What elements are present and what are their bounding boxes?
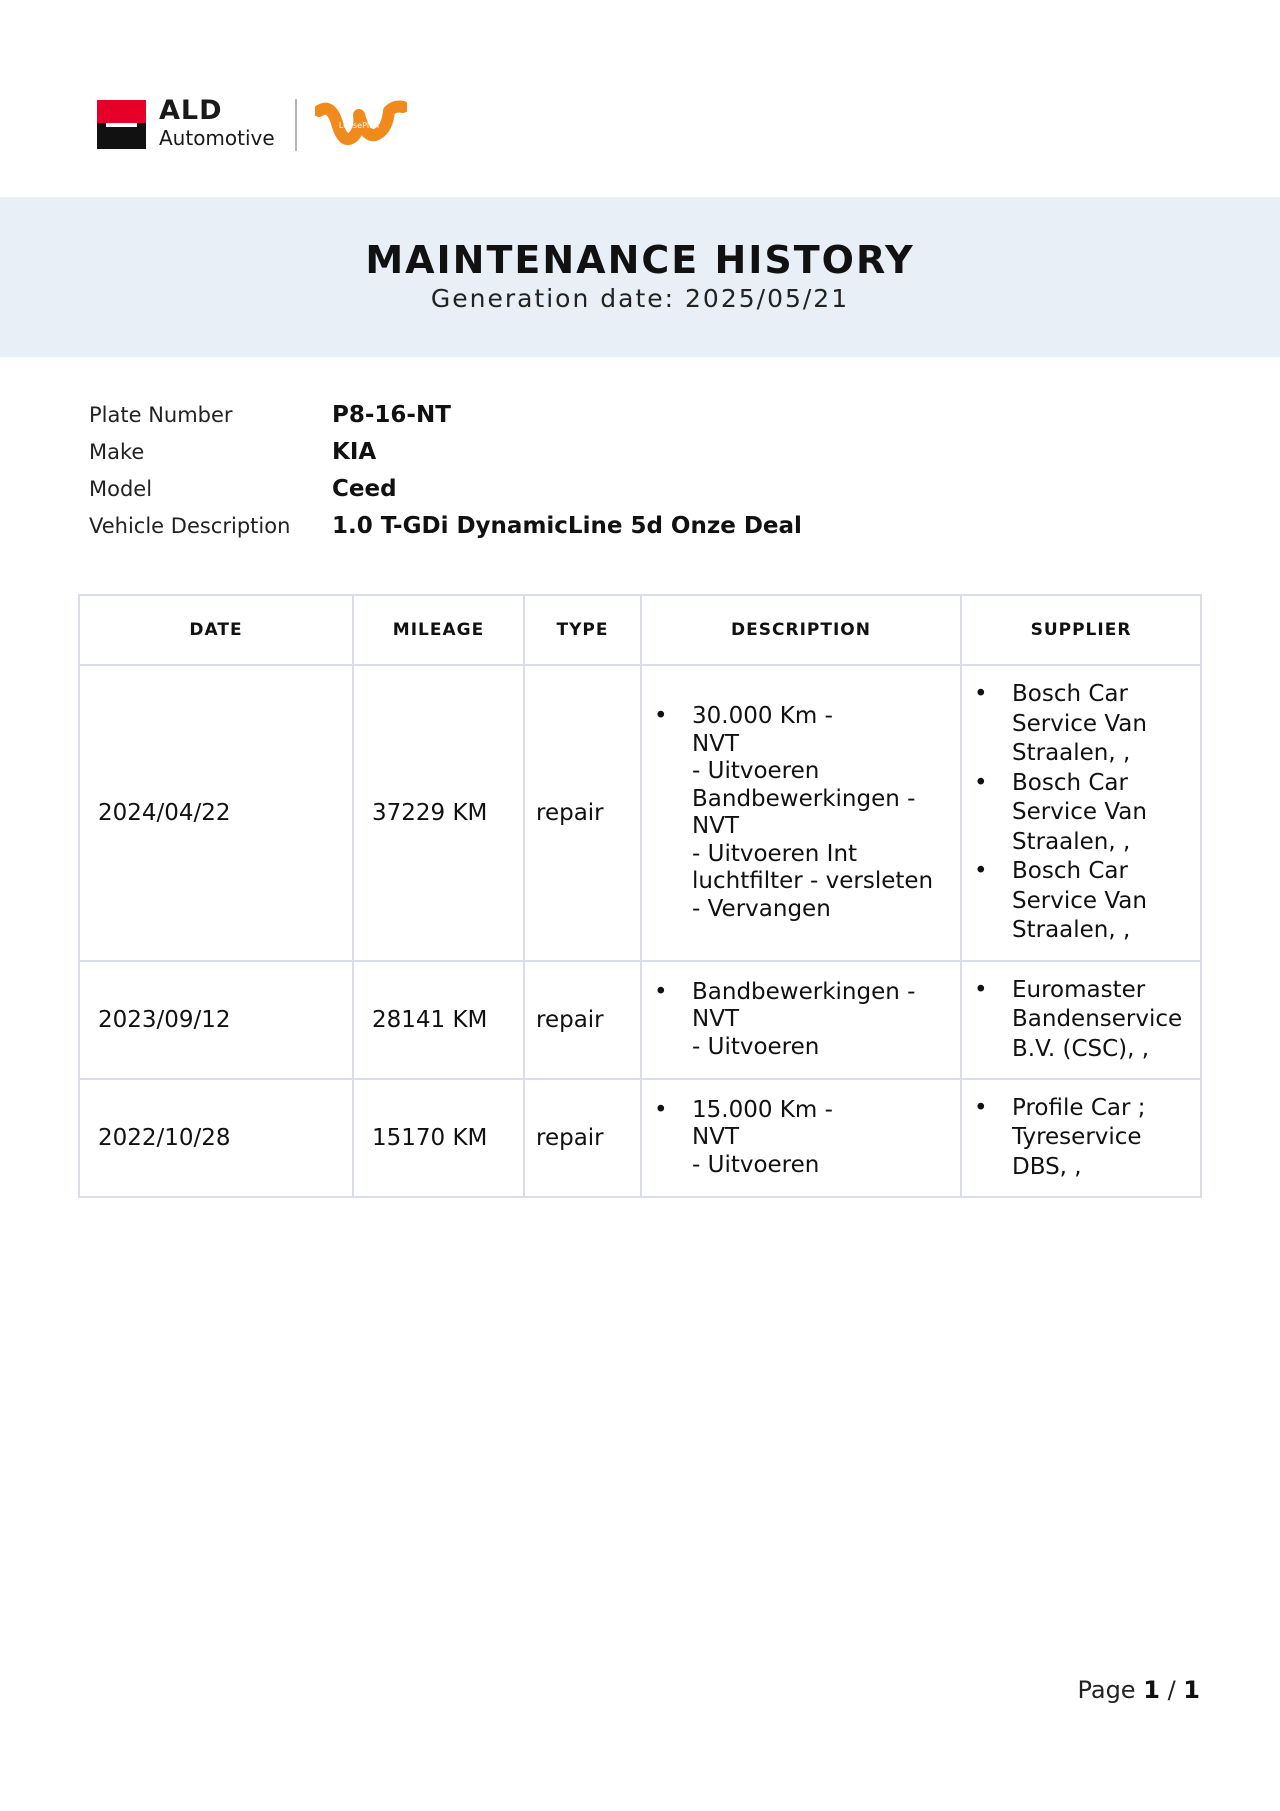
supplier-cell (961, 961, 1201, 1079)
mileage-cell: 37229 KM (353, 665, 524, 961)
svg-text:LeasePlan: LeasePlan (338, 121, 380, 130)
supplier-item: • Profile Car ; Tyreservice DBS, , (974, 1094, 1192, 1183)
vehicle-info-row-description (89, 507, 802, 544)
column-header-mileage: MILEAGE (353, 595, 524, 665)
model-label: Model (89, 476, 153, 501)
generation-date-value: 2025/05/21 (685, 284, 850, 313)
type-cell: repair (524, 1079, 641, 1197)
supplier-list (974, 976, 1192, 1065)
description-cell (641, 1079, 961, 1197)
table-row (79, 961, 1201, 1079)
vehicle-info-row-plate (89, 396, 802, 433)
generation-date (0, 284, 1280, 313)
column-header-type: TYPE (524, 595, 641, 665)
supplier-item: • Euromaster Bandenservice B.V. (CSC), , (974, 976, 1192, 1065)
plate-number-label: Plate Number (89, 402, 233, 427)
supplier-item: • Bosch Car Service Van Straalen, , (974, 857, 1192, 946)
header-logos (97, 97, 417, 157)
generation-date-label: Generation date: (430, 284, 676, 313)
description-list (654, 1097, 950, 1180)
description-cell (641, 961, 961, 1079)
column-header-supplier: SUPPLIER (961, 595, 1201, 665)
ald-logo-text (159, 97, 275, 148)
mileage-cell: 28141 KM (353, 961, 524, 1079)
plate-number-value: P8-16-NT (332, 401, 451, 428)
logo-divider (295, 99, 297, 151)
supplier-item: • Bosch Car Service Van Straalen, , (974, 769, 1192, 858)
page-current: 1 (1143, 1676, 1160, 1704)
supplier-list (974, 680, 1192, 946)
page-total: 1 (1183, 1676, 1200, 1704)
model-value: Ceed (332, 475, 397, 502)
type-cell: repair (524, 961, 641, 1079)
type-cell: repair (524, 665, 641, 961)
leaseplan-logo-icon (315, 97, 407, 153)
mileage-cell: 15170 KM (353, 1079, 524, 1197)
make-label: Make (89, 439, 145, 464)
description-list (654, 979, 950, 1062)
date-cell: 2023/09/12 (79, 961, 353, 1079)
supplier-cell (961, 1079, 1201, 1197)
table-row (79, 665, 1201, 961)
supplier-cell (961, 665, 1201, 961)
vehicle-description-value: 1.0 T-GDi DynamicLine 5d Onze Deal (332, 512, 802, 539)
table-row (79, 1079, 1201, 1197)
description-cell (641, 665, 961, 961)
ald-logo-line1: ALD (159, 95, 223, 126)
vehicle-description-label: Vehicle Description (89, 513, 291, 538)
table-header-row (79, 595, 1201, 665)
page-number (1077, 1676, 1200, 1704)
ald-automotive-logo-icon (97, 100, 146, 149)
page-title: MAINTENANCE HISTORY (365, 238, 915, 282)
vehicle-info-row-model (89, 470, 802, 507)
page-label: Page (1077, 1676, 1136, 1704)
ald-logo-line2: Automotive (159, 126, 275, 150)
vehicle-info-row-make (89, 433, 802, 470)
page-separator: / (1167, 1676, 1176, 1704)
column-header-description: DESCRIPTION (641, 595, 961, 665)
description-item: • 30.000 Km - NVT - Uitvoeren Bandbewerkingen - NVT - Uitvoeren Int luchtfilter - versleten - Vervangen (654, 703, 950, 923)
supplier-list (974, 1094, 1192, 1183)
maintenance-table (78, 594, 1202, 1198)
supplier-item: • Bosch Car Service Van Straalen, , (974, 680, 1192, 769)
column-header-date: DATE (79, 595, 353, 665)
date-cell: 2024/04/22 (79, 665, 353, 961)
vehicle-info (89, 396, 802, 544)
description-list (654, 703, 950, 923)
date-cell: 2022/10/28 (79, 1079, 353, 1197)
description-item: • 15.000 Km - NVT - Uitvoeren (654, 1097, 950, 1180)
make-value: KIA (332, 438, 377, 465)
description-item: • Bandbewerkingen - NVT - Uitvoeren (654, 979, 950, 1062)
